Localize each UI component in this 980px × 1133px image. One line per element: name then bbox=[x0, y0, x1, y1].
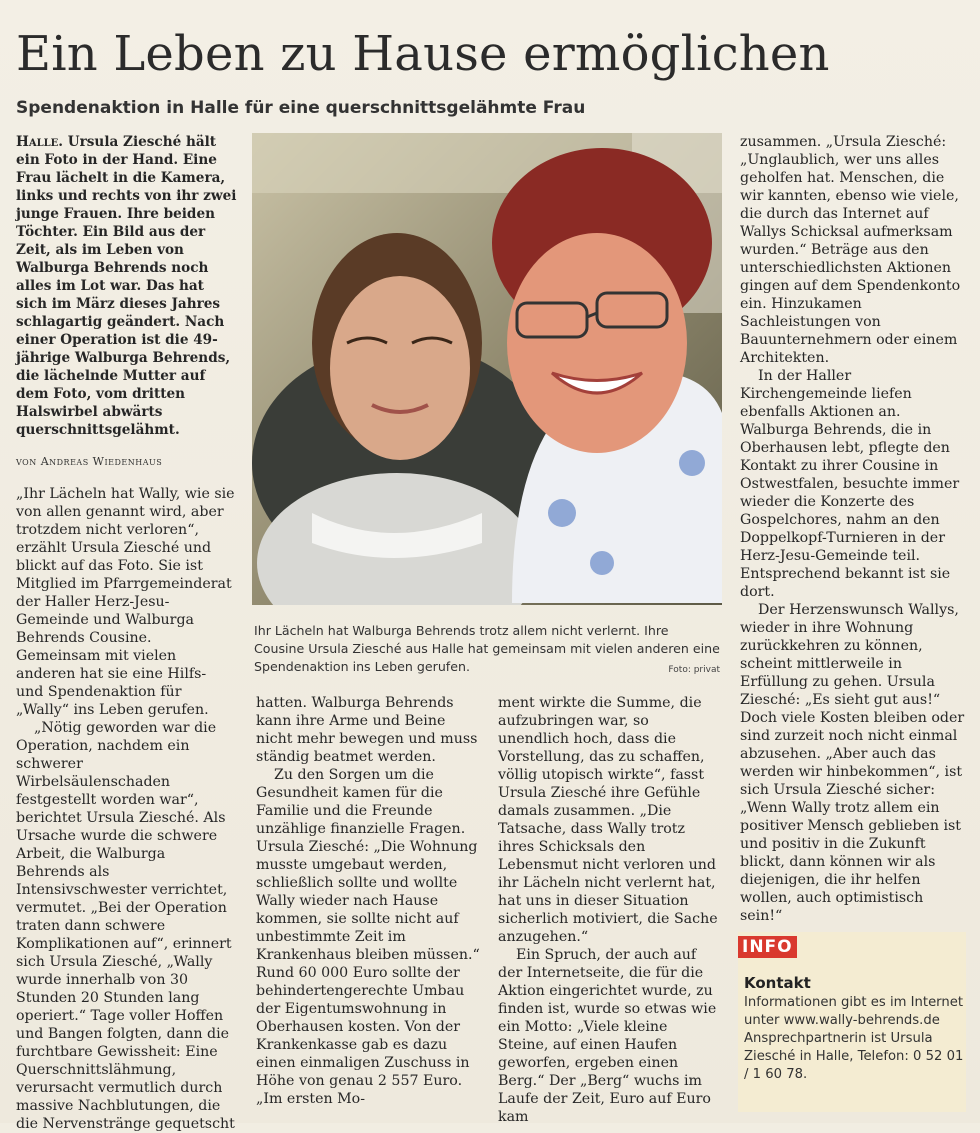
column-3 bbox=[498, 694, 722, 1126]
info-heading: Kontakt bbox=[744, 974, 811, 992]
body-paragraph: hatten. Walburga Behrends kann ihre Arme und Beine nicht mehr bewegen und muss ständig beatmet werden. bbox=[256, 695, 478, 765]
photo-caption bbox=[254, 622, 720, 679]
body-paragraph: „Ihr Lächeln hat Wally, wie sie von allen genannt wird, aber trotzdem nicht verloren“, erzählt Ursula Ziesché und blickt auf das Foto. Sie ist Mitglied im Pfarrgemeinderat der Haller Herz-Jesu-Gemeinde und Walburga Behrends Cousine. Gemeinsam mit vielen anderen hat sie eine Hilfs- und Spendenaktion für „Wally“ ins Leben gerufen. bbox=[16, 486, 235, 718]
lede-paragraph bbox=[16, 133, 238, 439]
byline: von Andreas Wiedenhaus bbox=[16, 455, 163, 468]
info-text: Informationen gibt es im Internet unter www.wally-behrends.de Ansprechpartnerin ist Ursula Ziesché in Halle, Telefon: 0 52 01 / 1 60 78. bbox=[744, 995, 964, 1082]
subheadline: Spendenaktion in Halle für eine querschnittsgelähmte Frau bbox=[16, 98, 586, 118]
body-paragraph: ment wirkte die Summe, die aufzubringen war, so unendlich hoch, dass die Vorstellung, das zu schaffen, völlig utopisch wirkte“, fasst Ursula Ziesché ihre Gefühle damals zusammen. „Die Tatsache, dass Wally trotz ihres Schicksals den Lebensmut nicht verloren und ihr Lächeln nicht verlernt hat, hat uns in dieser Situation sicherlich motiviert, die Sache anzugehen.“ bbox=[498, 695, 718, 945]
column-2 bbox=[256, 694, 480, 1108]
body-paragraph: Der Herzenswunsch Wallys, wieder in ihre Wohnung zurückkehren zu können, scheint mittlerweile in Erfüllung zu gehen. Ursula Ziesché: „Es sieht gut aus!“ Doch viele Kosten bleiben oder sind zurzeit noch nicht einmal abzusehen. „Aber auch das werden wir hinbekommen“, ist sich Ursula Ziesché sicher: „Wenn Wally trotz allem ein positiver Mensch geblieben ist und positiv in die Zukunft blickt, dann können wir als diejenigen, die ihr helfen wollen, auch optimistisch sein!“ bbox=[740, 602, 965, 924]
photo-credit: Foto: privat bbox=[668, 665, 720, 675]
body-paragraph: Zu den Sorgen um die Gesundheit kamen für die Familie und die Freunde unzählige finanzielle Fragen. Ursula Ziesché: „Die Wohnung musste umgebaut werden, schließlich sollte und wollte Wally wieder nach Hause kommen, sie sollte nicht auf unbestimmte Zeit im Krankenhaus bleiben müssen.“ Rund 60 000 Euro sollte der behindertengerechte Umbau der Eigentumswohnung in Oberhausen kosten. Von der Krankenkasse gab es dazu einen einmaligen Zuschuss in Höhe von genau 2 557 Euro. „Im ersten Mo- bbox=[256, 767, 480, 1107]
info-box bbox=[738, 932, 966, 1112]
caption-text: Ihr Lächeln hat Walburga Behrends trotz allem nicht verlernt. Ihre Cousine Ursula Ziesché aus Halle hat gemeinsam mit vielen anderen eine Spendenaktion ins Leben gerufen. bbox=[254, 623, 720, 674]
body-paragraph: In der Haller Kirchengemeinde liefen ebenfalls Aktionen an. Walburga Behrends, die in Oberhausen lebt, pflegte den Kontakt zu ihrer Cousine in Ostwestfalen, besuchte immer wieder die Konzerte des Gospelchores, nahm an den Doppelkopf-Turnieren in der Herz-Jesu-Gemeinde teil. Entsprechend bekannt ist sie dort. bbox=[740, 368, 960, 600]
info-tag: INFO bbox=[738, 936, 797, 958]
lede-text: Ursula Ziesché hält ein Foto in der Hand. Eine Frau lächelt in die Kamera, links und rechts von ihr zwei junge Frauen. Ihre beiden Töchter. Ein Bild aus der Zeit, als im Leben von Walburga Behrends noch alles im Lot war. Das hat sich im März dieses Jahres schlagartig geändert. Nach einer Operation ist die 49-jährige Walburga Behrends, die lächelnde Mutter auf dem Foto, vom dritten Halswirbel abwärts querschnittsgelähmt. bbox=[16, 134, 237, 438]
headline: Ein Leben zu Hause ermöglichen bbox=[16, 26, 830, 82]
article-photo bbox=[252, 133, 722, 605]
body-paragraph: Ein Spruch, der auch auf der Internetseite, die für die Aktion eingerichtet wurde, zu finden ist, wurde so etwas wie ein Motto: „Viele kleine Steine, auf einen Haufen geworfen, ergeben einen Berg.“ Der „Berg“ wuchs im Laufe der Zeit, Euro auf Euro kam bbox=[498, 947, 717, 1125]
body-paragraph: zusammen. „Ursula Ziesché: „Unglaublich, wer uns alles geholfen hat. Menschen, die wir kannten, ebenso wie viele, die durch das Internet auf Wallys Schicksal aufmerksam wurden.“ Beträge aus den unterschiedlichsten Aktionen gingen auf dem Spendenkonto ein. Hinzukamen Sachleistungen von Bauunternehmern oder einem Architekten. bbox=[740, 134, 961, 366]
column-1 bbox=[16, 133, 238, 1133]
photo-illustration bbox=[252, 133, 722, 605]
body-paragraph: „Nötig geworden war die Operation, nachdem ein schwerer Wirbelsäulenschaden festgestellt worden war“, berichtet Ursula Ziesché. Als Ursache wurde die schwere Arbeit, die Walburga Behrends als Intensivschwester verrichtet, vermutet. „Bei der Operation traten dann schwere Komplikationen auf“, erinnert sich Ursula Ziesché, „Wally wurde innerhalb von 30 Stunden 20 Stunden lang operiert.“ Tage voller Hoffen und Bangen folgten, dann die furchtbare Gewissheit: Eine Querschnittslähmung, verursacht vermutlich durch massive Nachblutungen, die die Nervenstränge gequetscht bbox=[16, 720, 235, 1132]
lede-city: Halle. bbox=[16, 134, 64, 150]
column-4 bbox=[740, 133, 966, 925]
